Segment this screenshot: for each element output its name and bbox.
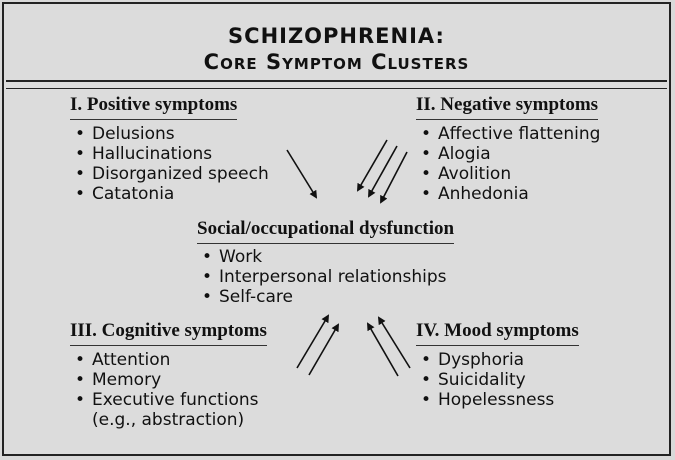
title-line-2: Core Symptom Clusters — [203, 50, 470, 74]
arrow-negative-to-center-1 — [358, 140, 387, 190]
list-item: • Hallucinations — [72, 144, 269, 164]
list-item: • Disorganized speech — [72, 164, 269, 184]
arrow-negative-to-center-2 — [369, 146, 397, 196]
list-item: • Hopelessness — [418, 390, 554, 410]
list-item-continuation: (e.g., abstraction) — [92, 410, 245, 430]
negative-symptoms-heading: II. Negative symptoms — [416, 94, 598, 120]
list-item: • Self-care — [199, 287, 447, 307]
mood-symptoms-heading: IV. Mood symptoms — [416, 320, 579, 346]
list-item: • Catatonia — [72, 184, 269, 204]
list-item: • Executive functions — [72, 390, 258, 410]
list-item: • Memory — [72, 370, 258, 390]
arrow-mood-to-center-2 — [379, 318, 410, 368]
cognitive-symptoms-heading: III. Cognitive symptoms — [70, 320, 267, 346]
list-item: • Anhedonia — [418, 184, 600, 204]
list-item: • Attention — [72, 350, 258, 370]
list-item: • Avolition — [418, 164, 600, 184]
arrow-mood-to-center-1 — [368, 324, 398, 376]
arrow-cognitive-to-center-1 — [297, 316, 328, 368]
arrow-positive-to-center — [287, 150, 316, 197]
arrow-negative-to-center-3 — [381, 152, 407, 202]
list-item: • Delusions — [72, 124, 269, 144]
list-item: • Alogia — [418, 144, 600, 164]
title-line-1: SCHIZOPHRENIA: — [228, 24, 445, 48]
list-item: • Dysphoria — [418, 350, 554, 370]
list-item: • Affective flattening — [418, 124, 600, 144]
dysfunction-heading: Social/occupational dysfunction — [197, 218, 454, 244]
list-item: • Work — [199, 247, 447, 267]
arrow-cognitive-to-center-2 — [309, 325, 338, 375]
positive-symptoms-heading: I. Positive symptoms — [70, 94, 237, 120]
list-item: • Interpersonal relationships — [199, 267, 447, 287]
list-item: • Suicidality — [418, 370, 554, 390]
